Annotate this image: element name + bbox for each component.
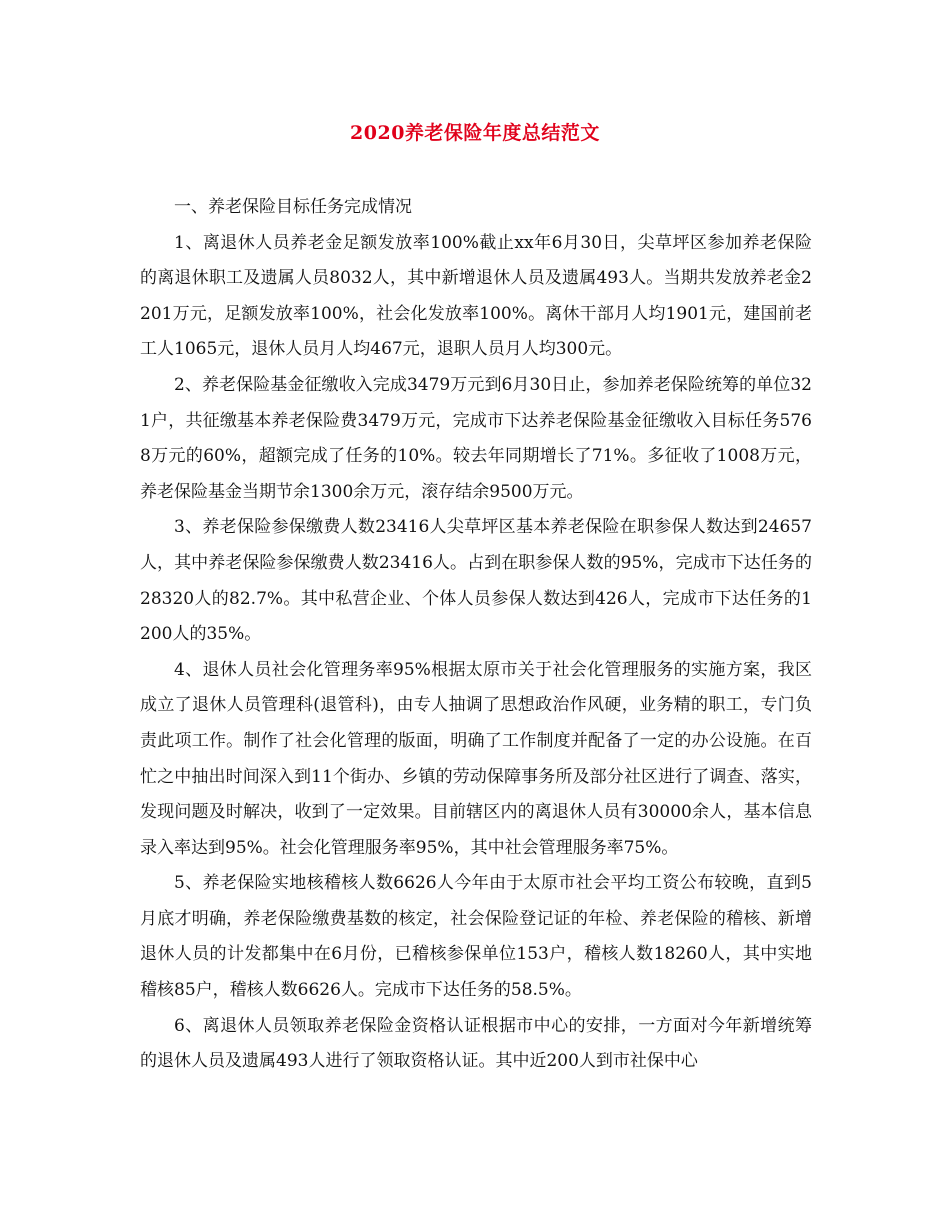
paragraph-1: 1、离退休人员养老金足额发放率100%截止xx年6月30日，尖草坪区参加养老保险的离退休职工及遗属人员8032人，其中新增退休人员及遗属493人。当期共发放养老金2201万元，足额发放率100%，社会化发放率100%。离休干部月人均1901元，建国前老工人1065元，退休人员月人均467元，退职人员月人均300元。 — [140, 232, 812, 360]
paragraph-3: 3、养老保险参保缴费人数23416人尖草坪区基本养老保险在职参保人数达到24657人，其中养老保险参保缴费人数23416人。占到在职参保人数的95%，完成市下达任务的28320人的82.7%。其中私营企业、个体人员参保人数达到426人，完成市下达任务的1200人的35%。 — [140, 517, 812, 645]
section-heading: 一、养老保险目标任务完成情况 — [174, 197, 412, 217]
document-title: 2020养老保险年度总结范文 — [350, 122, 600, 144]
paragraph-6: 6、离退休人员领取养老保险金资格认证根据市中心的安排，一方面对今年新增统筹的退休人员及遗属493人进行了领取资格认证。其中近200人到市社保中心 — [140, 1015, 812, 1072]
paragraph-2: 2、养老保险基金征缴收入完成3479万元到6月30日止，参加养老保险统筹的单位321户，共征缴基本养老保险费3479万元，完成市下达养老保险基金征缴收入目标任务5768万元的60%，超额完成了任务的10%。较去年同期增长了71%。多征收了1008万元，养老保险基金当期节余1300余万元，滚存结余9500万元。 — [140, 374, 812, 502]
document-body — [140, 190, 812, 1080]
paragraph-5: 5、养老保险实地核稽核人数6626人今年由于太原市社会平均工资公布较晚，直到5月底才明确，养老保险缴费基数的核定，社会保险登记证的年检、养老保险的稽核、新增退休人员的计发都集中在6月份，已稽核参保单位153户，稽核人数18260人，其中实地稽核85户，稽核人数6626人。完成市下达任务的58.5%。 — [140, 873, 812, 1001]
paragraph-4: 4、退休人员社会化管理务率95%根据太原市关于社会化管理服务的实施方案，我区成立了退休人员管理科(退管科)，由专人抽调了思想政治作风硬，业务精的职工，专门负责此项工作。制作了社会化管理的版面，明确了工作制度并配备了一定的办公设施。在百忙之中抽出时间深入到11个街办、乡镇的劳动保障事务所及部分社区进行了调查、落实，发现问题及时解决，收到了一定效果。目前辖区内的离退休人员有30000余人，基本信息录入率达到95%。社会化管理服务率95%，其中社会管理服务率75%。 — [140, 659, 812, 858]
